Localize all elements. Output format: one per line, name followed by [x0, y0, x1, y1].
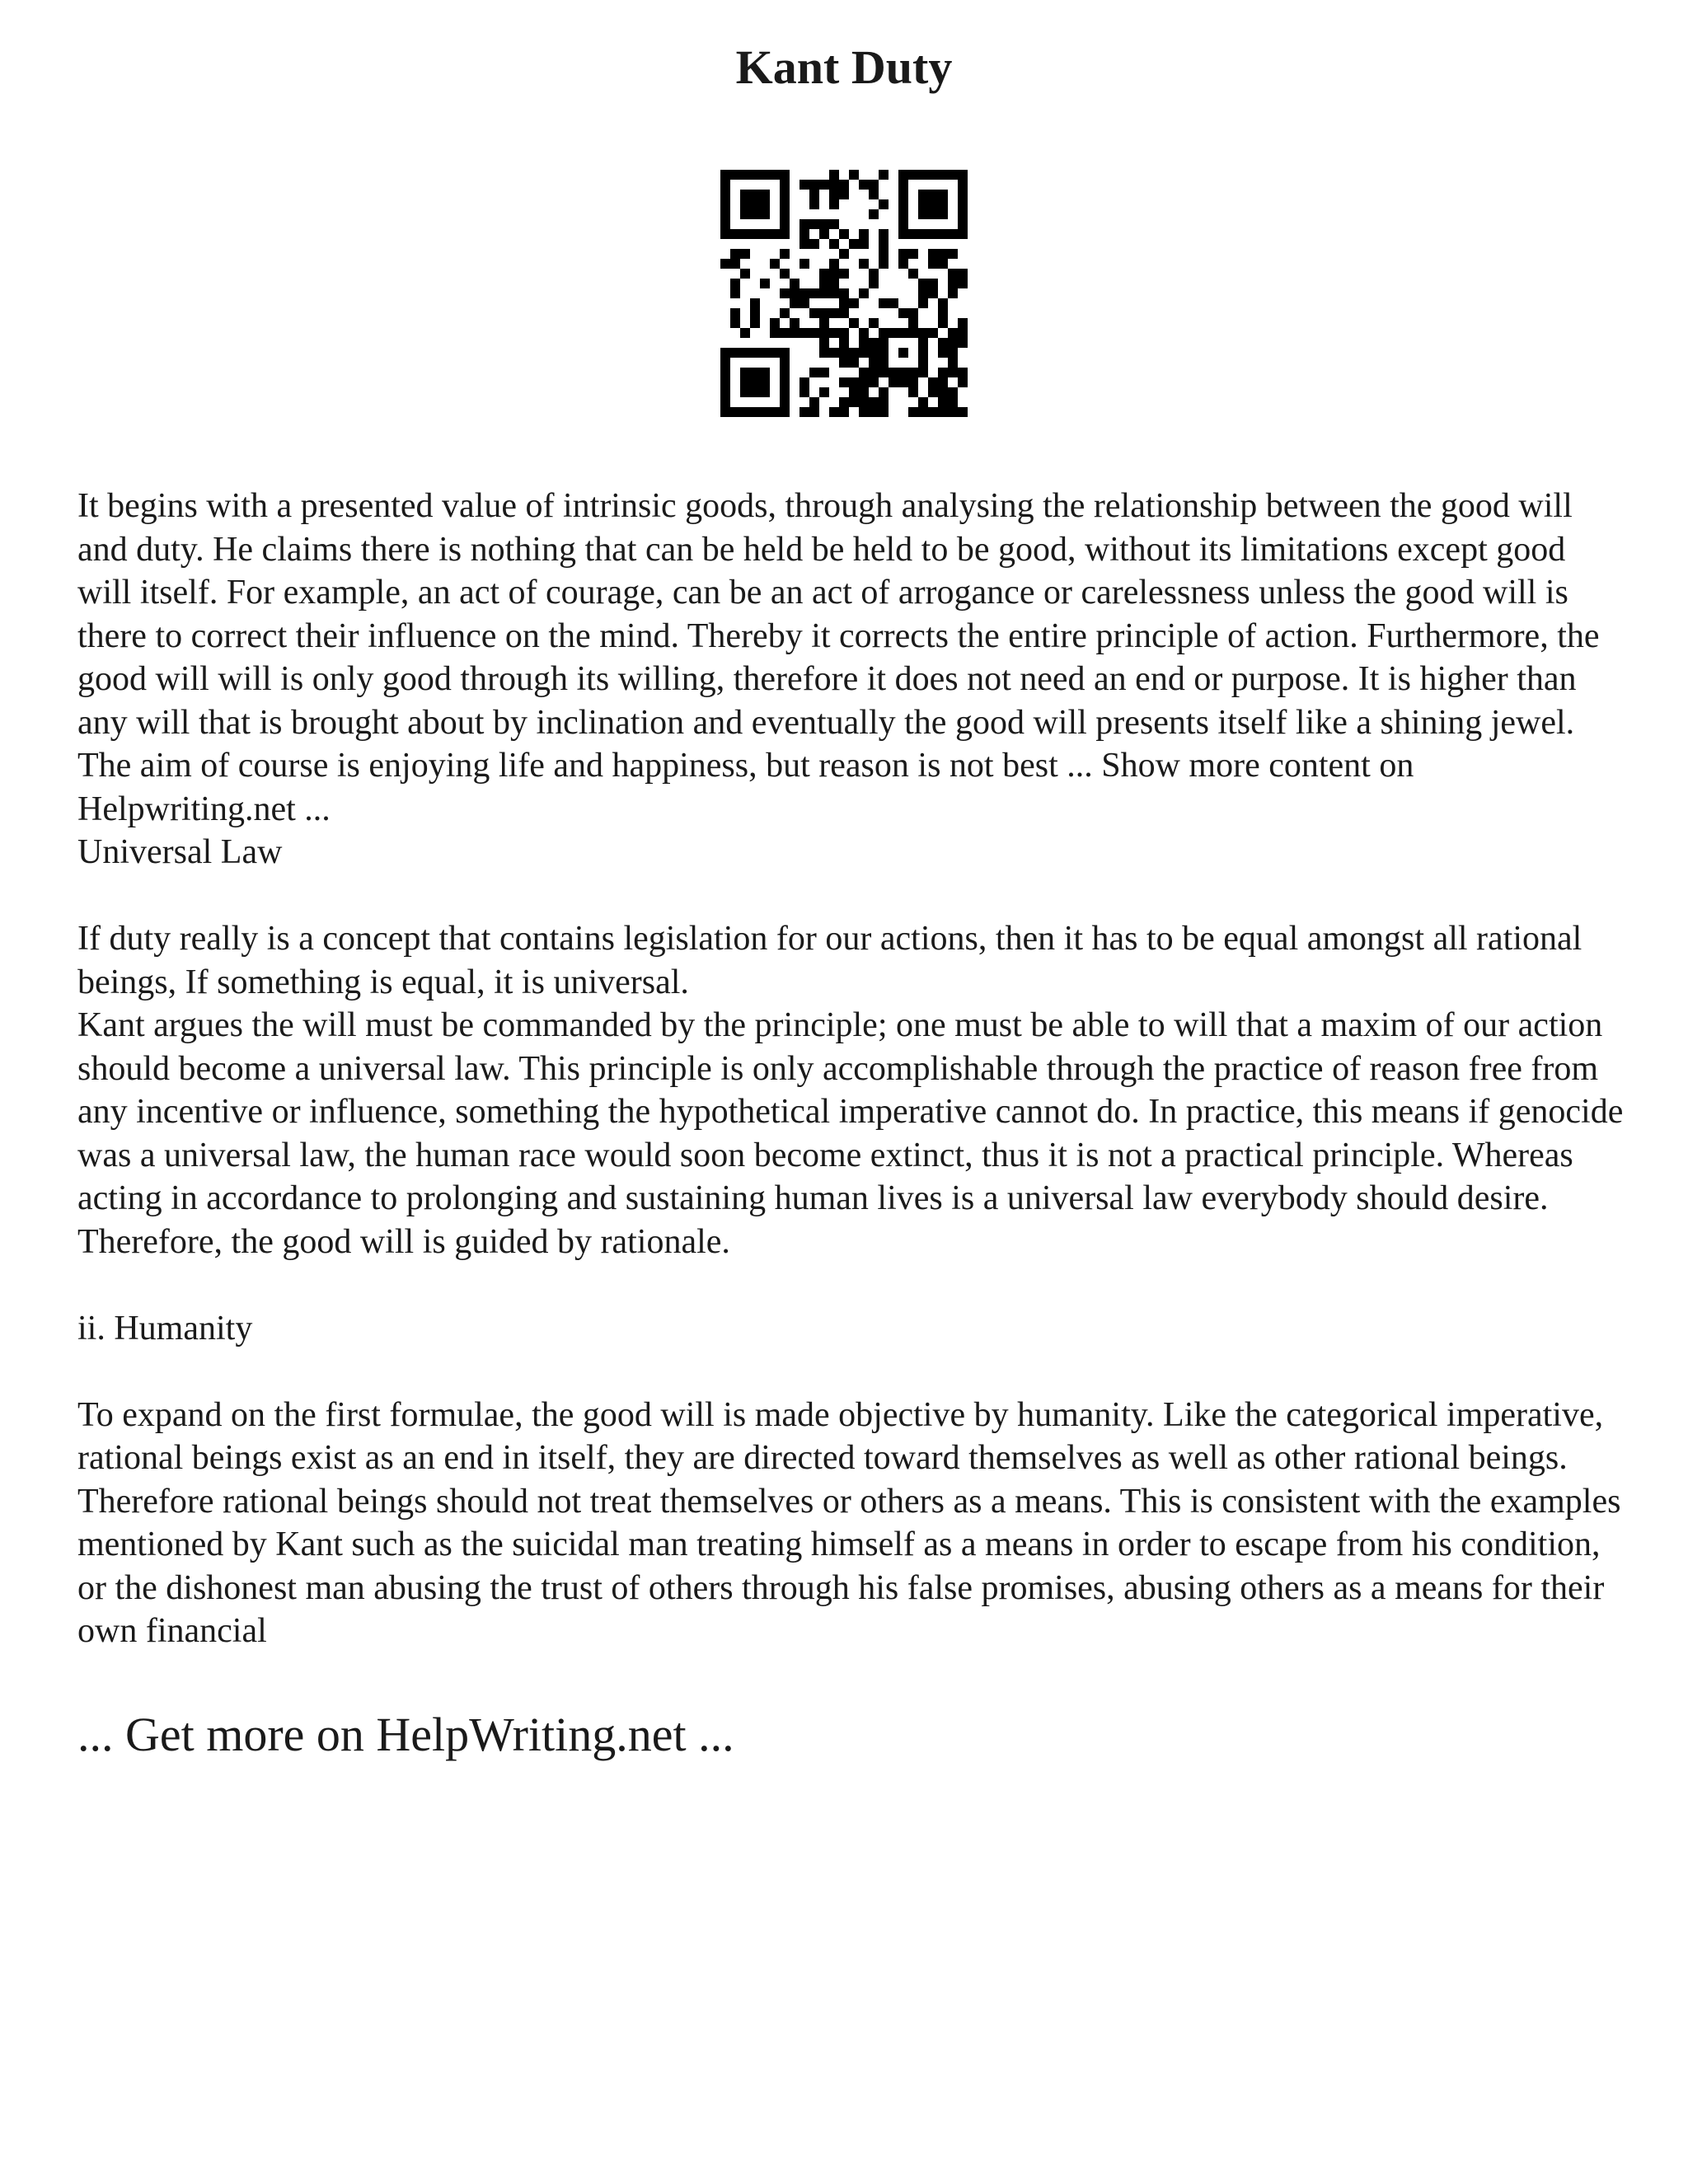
paragraph-gap	[77, 1350, 1627, 1394]
paragraph-gap	[77, 874, 1627, 918]
document-body	[77, 485, 1627, 1653]
qr-code-icon	[720, 170, 968, 417]
intro-paragraph: It begins with a presented value of intrinsic goods, through analysing the relationship between the good will and duty. He claims there is nothing that can be held be held to be good, without its limitations except good will itself. For example, an act of courage, can be an act of arrogance or carelessness unless the good will is there to correct their influence on the mind. Thereby it corrects the entire principle of action. Furthermore, the good will will is only good through its willing, therefore it does not need an end or purpose. It is higher than any will that is brought about by inclination and eventually the good will presents itself like a shining jewel. The aim of course is enjoying life and happiness, but reason is not best ... Show more content on Helpwriting.net ...	[77, 487, 1600, 828]
document-title: Kant Duty	[735, 40, 953, 94]
humanity-heading: ii. Humanity	[77, 1309, 253, 1347]
universal-law-paragraph-1: If duty really is a concept that contains legislation for our actions, then it has to be equal amongst all rational beings, If something is equal, it is universal.	[77, 920, 1582, 1001]
paragraph-gap	[77, 1263, 1627, 1307]
universal-law-paragraph-2: Kant argues the will must be commanded by the principle; one must be able to will that a maxim of our action should become a universal law. This principle is only accomplishable through the practice of reason free from any incentive or influence, something the hypothetical imperative cannot do. In practice, this means if genocide was a universal law, the human race would soon become extinct, thus it is not a practical principle. Whereas acting in accordance to prolonging and sustaining human lives is a universal law everybody should desire. Therefore, the good will is guided by rationale.	[77, 1006, 1624, 1261]
humanity-paragraph: To expand on the first formulae, the good will is made objective by humanity. Like the categorical imperative, rational beings exist as an end in itself, they are directed toward themselves as well as other rational beings. Therefore rational beings should not treat themselves or others as a means. This is consistent with the examples mentioned by Kant such as the suicidal man treating himself as a means in order to escape from his condition, or the dishonest man abusing the trust of others through his false promises, abusing others as a means for their own financial	[77, 1395, 1621, 1650]
universal-law-heading: Universal Law	[77, 833, 283, 871]
get-more-link[interactable]: ... Get more on HelpWriting.net ...	[77, 1708, 734, 1761]
